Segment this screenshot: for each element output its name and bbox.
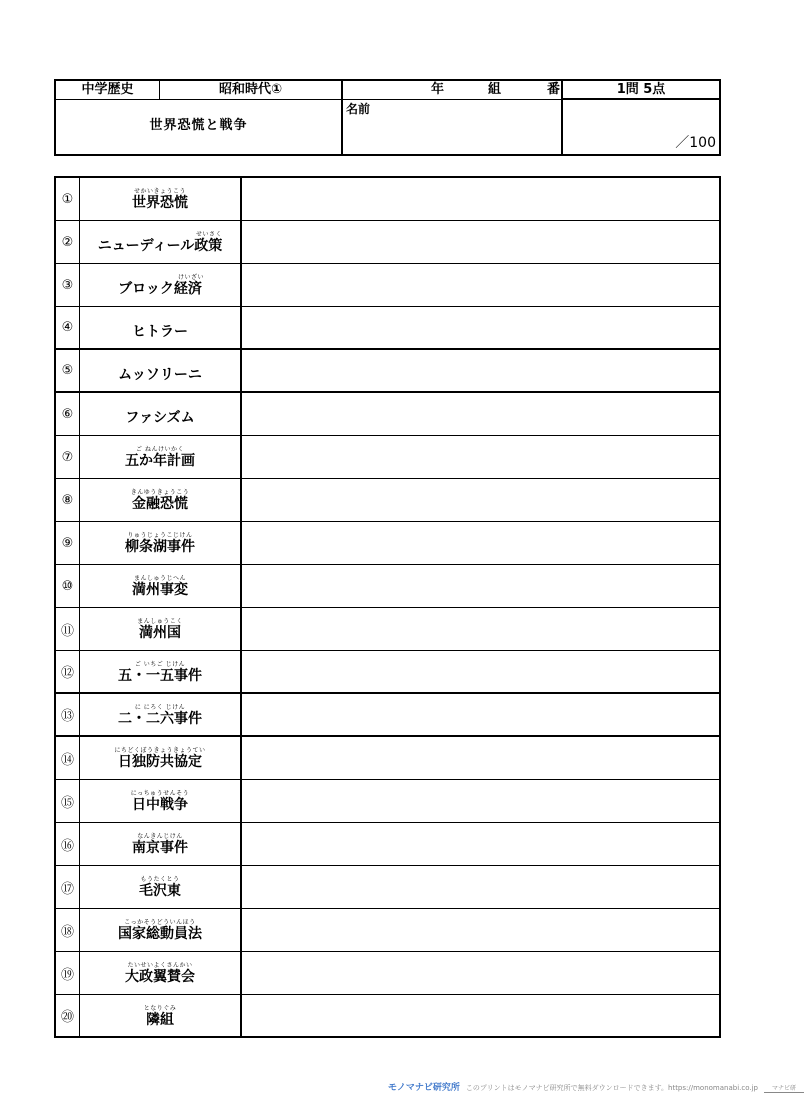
- question-table: [54, 176, 721, 1038]
- question-row: [56, 866, 719, 909]
- answer-field[interactable]: [242, 651, 719, 692]
- footer-credit: [388, 1080, 796, 1096]
- answer-field[interactable]: [242, 350, 719, 391]
- question-term-cell: [80, 221, 242, 263]
- question-row: [56, 522, 719, 565]
- answer-field[interactable]: [242, 780, 719, 822]
- question-row: [56, 350, 719, 393]
- question-term: 南京事件: [132, 840, 188, 856]
- question-term: 五か年計画: [125, 453, 195, 469]
- question-row: [56, 737, 719, 780]
- question-term: 大政翼賛会: [125, 969, 195, 985]
- term-ruby: に にろく じけん: [134, 704, 186, 711]
- term-ruby: きんゆうきょうこう: [130, 489, 190, 496]
- question-number: ⑬: [56, 694, 80, 735]
- footer-text: このプリントはモノマナビ研究所で無料ダウンロードできます。https://monomanabi.co.jp: [465, 1084, 758, 1092]
- footer-stamp: マナビ研: [764, 1083, 804, 1093]
- answer-field[interactable]: [242, 436, 719, 478]
- answer-field[interactable]: [242, 694, 719, 735]
- answer-field[interactable]: [242, 479, 719, 521]
- question-term-cell: [80, 651, 242, 692]
- question-term: 柳条湖事件: [125, 539, 195, 555]
- question-term: 毛沢東: [139, 883, 181, 899]
- question-term-cell: [80, 823, 242, 865]
- question-term-cell: [80, 952, 242, 994]
- question-term: ムッソリーニ: [118, 366, 202, 383]
- question-term: ニューディール政策: [97, 238, 223, 254]
- question-term: 隣組: [146, 1011, 174, 1028]
- term-ruby: まんしゅうこく: [137, 618, 183, 625]
- question-row: [56, 694, 719, 737]
- name-label: 名前: [346, 102, 371, 116]
- question-term: ヒトラー: [132, 323, 188, 340]
- question-number: ⑱: [56, 909, 80, 951]
- question-number: ②: [56, 221, 80, 263]
- question-row: [56, 307, 719, 350]
- term-ruby: たいせいよくさんかい: [127, 962, 193, 969]
- term-ruby: せいさく: [195, 231, 222, 238]
- question-term: ブロック経済: [118, 281, 202, 297]
- question-term-cell: [80, 264, 242, 306]
- worksheet-header: [54, 79, 721, 156]
- answer-field[interactable]: [242, 307, 719, 348]
- question-number: ⑫: [56, 651, 80, 692]
- question-term: 日独防共協定: [118, 754, 202, 770]
- question-row: [56, 436, 719, 479]
- question-number: ⑮: [56, 780, 80, 822]
- question-term: 金融恐慌: [132, 496, 188, 512]
- question-number: ⑭: [56, 737, 80, 779]
- subject-label: 中学歴史: [56, 81, 160, 100]
- question-number: ⑤: [56, 350, 80, 391]
- question-row: [56, 393, 719, 436]
- question-number: ⑨: [56, 522, 80, 564]
- question-term: 日中戦争: [132, 797, 188, 813]
- question-number: ⑪: [56, 608, 80, 650]
- question-term-cell: [80, 178, 242, 220]
- question-term-cell: [80, 866, 242, 908]
- term-ruby: もうたくとう: [140, 876, 180, 883]
- points-per-question: 1問 5点: [561, 81, 719, 100]
- answer-field[interactable]: [242, 995, 719, 1036]
- question-number: ①: [56, 178, 80, 220]
- answer-field[interactable]: [242, 178, 719, 220]
- term-ruby: なんきんじけん: [137, 833, 183, 840]
- term-ruby: にっちゅうせんそう: [130, 790, 190, 797]
- term-ruby: せかいきょうこう: [133, 188, 186, 195]
- question-term-cell: [80, 565, 242, 607]
- question-term-cell: [80, 694, 242, 735]
- score-field[interactable]: [561, 100, 719, 154]
- class-info: [341, 81, 561, 100]
- question-number: ④: [56, 307, 80, 348]
- question-row: [56, 780, 719, 823]
- question-term: 国家総動員法: [118, 926, 202, 942]
- question-term-cell: [80, 522, 242, 564]
- answer-field[interactable]: [242, 264, 719, 306]
- answer-field[interactable]: [242, 565, 719, 607]
- question-number: ③: [56, 264, 80, 306]
- worksheet-title: 世界恐慌と戦争: [149, 118, 248, 133]
- answer-field[interactable]: [242, 221, 719, 263]
- question-row: [56, 608, 719, 651]
- answer-field[interactable]: [242, 608, 719, 650]
- question-term: 世界恐慌: [132, 195, 188, 211]
- question-number: ⑧: [56, 479, 80, 521]
- answer-field[interactable]: [242, 393, 719, 435]
- question-term: 満州国: [139, 625, 181, 641]
- answer-field[interactable]: [242, 952, 719, 994]
- term-ruby: こっかそうどういんほう: [124, 919, 196, 926]
- question-term: 五・一五事件: [118, 667, 202, 684]
- question-number: ⑩: [56, 565, 80, 607]
- answer-field[interactable]: [242, 522, 719, 564]
- question-term-cell: [80, 436, 242, 478]
- question-term-cell: [80, 608, 242, 650]
- question-term: 満州事変: [132, 582, 188, 598]
- question-number: ⑳: [56, 995, 80, 1036]
- question-term-cell: [80, 995, 242, 1036]
- term-ruby: ご ねんけいかく: [136, 446, 184, 453]
- question-number: ⑦: [56, 436, 80, 478]
- question-row: [56, 264, 719, 307]
- answer-field[interactable]: [242, 737, 719, 779]
- question-term-cell: [80, 737, 242, 779]
- term-ruby: にちどくぼうきょうきょうてい: [114, 747, 206, 754]
- question-term-cell: [80, 909, 242, 951]
- question-term: 二・二六事件: [118, 710, 202, 727]
- question-row: [56, 479, 719, 522]
- question-row: [56, 823, 719, 866]
- question-number: ⑰: [56, 866, 80, 908]
- name-field[interactable]: [341, 100, 561, 154]
- question-row: [56, 995, 719, 1036]
- question-number: ⑯: [56, 823, 80, 865]
- question-row: [56, 565, 719, 608]
- question-number: ⑲: [56, 952, 80, 994]
- answer-field[interactable]: [242, 909, 719, 951]
- brand-logo: モノマナビ研究所: [388, 1083, 460, 1093]
- question-term: ファシズム: [125, 410, 195, 426]
- unit-label: 昭和時代①: [160, 81, 341, 100]
- question-term-cell: [80, 350, 242, 391]
- question-row: [56, 909, 719, 952]
- class-label: 組: [488, 82, 502, 97]
- score-total: ／100: [675, 135, 716, 151]
- answer-field[interactable]: [242, 823, 719, 865]
- term-ruby: りゅうじょうこじけん: [127, 532, 193, 539]
- question-term-cell: [80, 479, 242, 521]
- question-row: [56, 952, 719, 995]
- question-term-cell: [80, 780, 242, 822]
- question-term-cell: [80, 307, 242, 348]
- number-label: 番: [547, 82, 561, 97]
- question-number: ⑥: [56, 393, 80, 435]
- term-ruby: まんしゅうじへん: [133, 575, 186, 582]
- question-term-cell: [80, 393, 242, 435]
- question-row: [56, 178, 719, 221]
- question-row: [56, 651, 719, 694]
- term-ruby: ご いちご じけん: [134, 661, 186, 668]
- term-ruby: けいざい: [177, 274, 204, 281]
- answer-field[interactable]: [242, 866, 719, 908]
- year-label: 年: [431, 82, 445, 97]
- term-ruby: となりぐみ: [143, 1005, 177, 1012]
- question-row: [56, 221, 719, 264]
